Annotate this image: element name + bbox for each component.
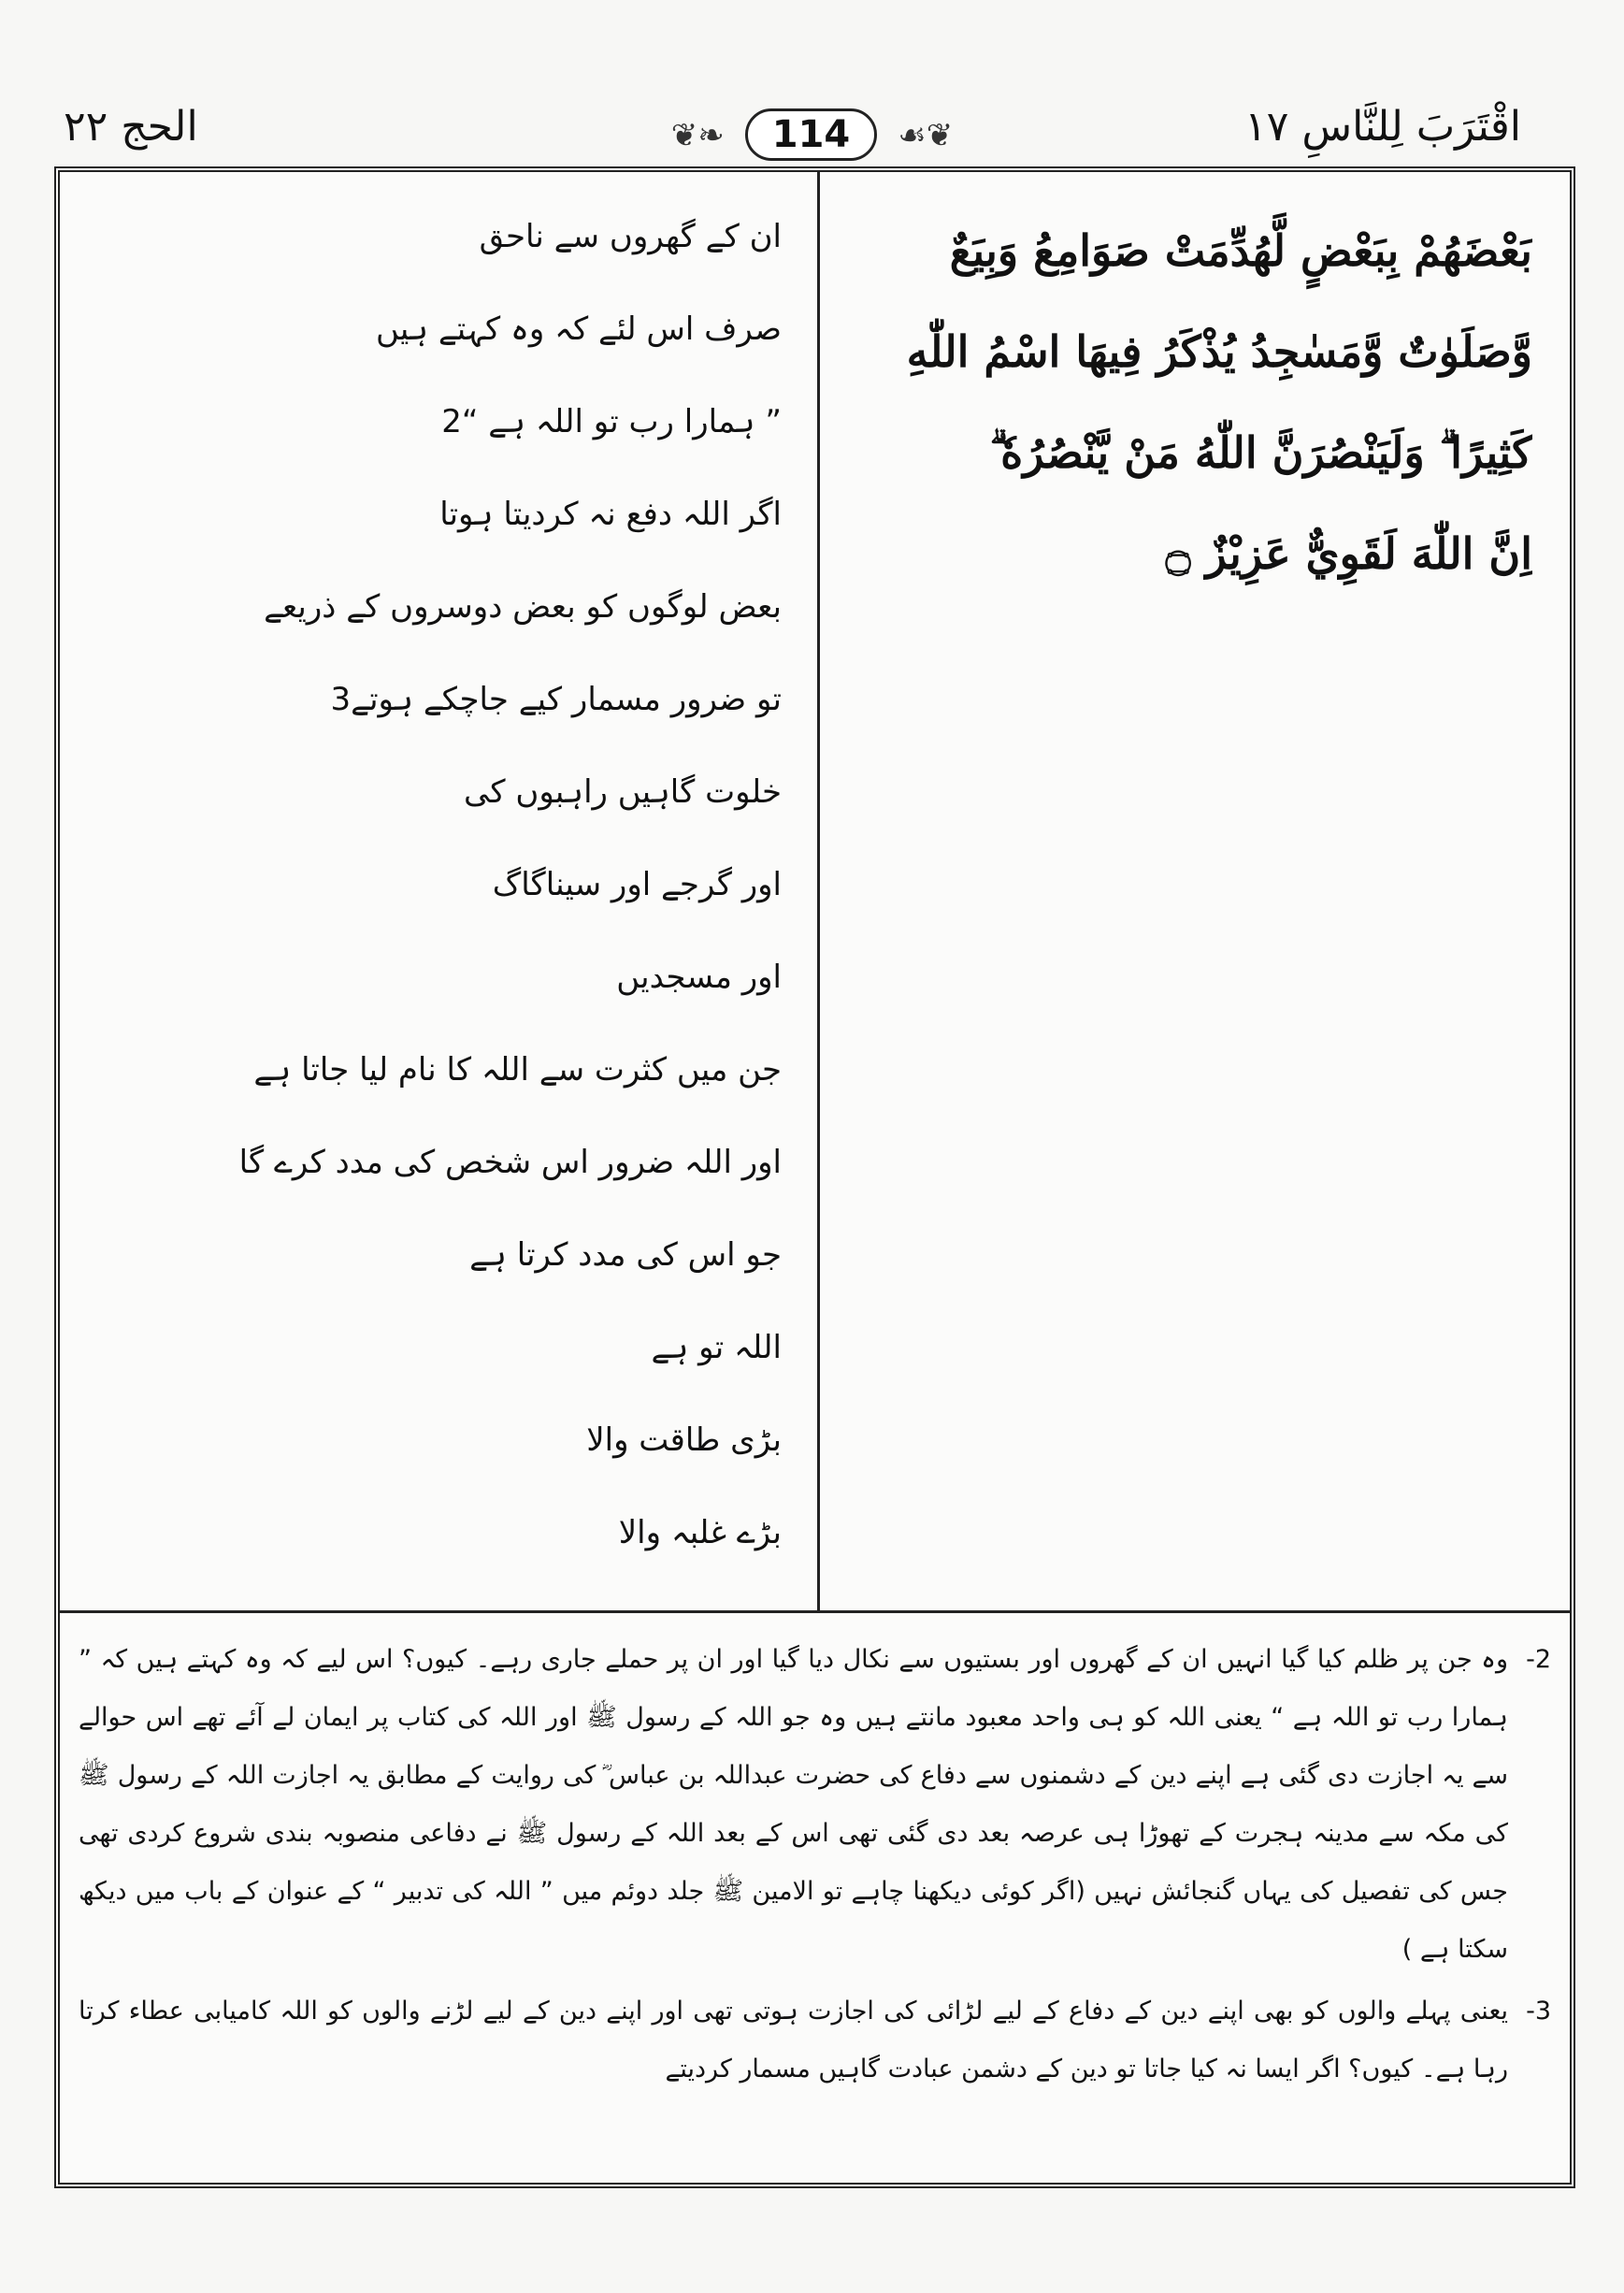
urdu-translation-column [60, 191, 817, 1579]
urdu-line: اللہ تو ہے [651, 1329, 782, 1366]
footnote-text: یعنی پہلے والوں کو بھی اپنے دین کے دفاع کے لیے لڑائی کی اجازت ہوتی تھی اور اپنے دین کے لیے لڑنے والوں کو اللہ کامیابی عطاء کرتا رہا ہے۔ کیوں؟ اگر ایسا نہ کیا جاتا تو دین کے دشمن عبادت گاہیں مسمار کردیتے [79, 1997, 1508, 2084]
footnote-number: -2 [1526, 1645, 1551, 1674]
urdu-line: خلوت گاہیں راہبوں کی [464, 773, 782, 811]
arabic-line: كَثِيرًا ۗ وَلَيَنْصُرَنَّ اللّٰهُ مَنْ يَّنْصُرُهٗ ۗ [989, 427, 1532, 478]
urdu-line: بعض لوگوں کو بعض دوسروں کے ذریعے [264, 588, 782, 626]
footnotes [79, 1631, 1551, 2102]
column-divider [817, 172, 820, 1610]
page-frame [54, 166, 1575, 2188]
urdu-line: اور اللہ ضرور اس شخص کی مدد کرے گا [238, 1144, 782, 1181]
urdu-line: ” ہمارا رب تو اللہ ہے “2 [441, 403, 782, 440]
footnote-divider [60, 1610, 1570, 1613]
urdu-line: بڑے غلبہ والا [618, 1514, 782, 1551]
urdu-line: ان کے گھروں سے ناحق [479, 218, 782, 255]
arabic-line: وَّصَلَوٰتٌ وَّمَسٰجِدُ يُذْكَرُ فِيهَا اسْمُ اللّٰهِ [906, 326, 1532, 377]
urdu-line: اگر اللہ دفع نہ کردیتا ہوتا [439, 496, 782, 533]
urdu-line: تو ضرور مسمار کیے جاچکے ہوتے3 [330, 681, 782, 718]
surah-name: الحج ٢٢ [64, 103, 198, 151]
arabic-line: اِنَّ اللّٰهَ لَقَوِيٌّ عَزِيْزٌ ۝ [1165, 528, 1532, 579]
footnote-text: وہ جن پر ظلم کیا گیا انہیں ان کے گھروں اور بستیوں سے نکال دیا گیا اور ان پر حملے جاری رہے۔ کیوں؟ اس لیے کہ وہ کہتے ہیں کہ ” ہمارا رب تو اللہ ہے “ یعنی اللہ کو ہی واحد معبود مانتے ہیں وہ جو اللہ کے رسول ﷺ اور اللہ کی کتاب پر ایمان لے آئے تھے اس حوالے سے یہ اجازت دی گئی ہے اپنے دین کے دشمنوں سے دفاع کی حضرت عبداللہ بن عباس ؓ کی روایت کے مطابق یہ اجازت اللہ کے رسول ﷺ کی مکہ سے مدینہ ہجرت کے تھوڑا ہی عرصہ بعد دی گئی تھی اس کے بعد اللہ کے رسول ﷺ نے دفاعی منصوبہ بندی شروع کردی تھی جس کی تفصیل کی یہاں گنجائش نہیں (اگر کوئی دیکھنا چاہے تو الامین ﷺ جلد دوئم میں ” اللہ کی تدبیر “ کے عنوان کے باب میں دیکھ سکتا ہے ) [79, 1645, 1508, 1964]
footnote-2 [79, 1631, 1551, 1979]
urdu-line: اور مسجدیں [616, 959, 782, 996]
arabic-verse-column [841, 200, 1532, 604]
footnote-number: -3 [1526, 1997, 1551, 2026]
urdu-line: صرف اس لئے کہ وہ کہتے ہیں [375, 310, 782, 348]
urdu-line: جن میں کثرت سے اللہ کا نام لیا جاتا ہے [253, 1051, 782, 1089]
arabic-line: بَعْضَهُمْ بِبَعْضٍ لَّهُدِّمَتْ صَوَامِعُ وَبِيَعٌ [949, 225, 1532, 276]
right-ornament-icon: ☙❦ [898, 117, 954, 154]
urdu-line: جو اس کی مدد کرتا ہے [469, 1236, 782, 1274]
urdu-line: بڑی طاقت والا [586, 1421, 782, 1459]
urdu-line: اور گرجے اور سیناگاگ [492, 866, 782, 903]
footnote-3 [79, 1983, 1551, 2098]
left-ornament-icon: ❦❧ [670, 117, 725, 154]
juz-name: اقْتَرَبَ لِلنَّاسِ ١٧ [1244, 103, 1521, 151]
page-number: 114 [745, 108, 878, 161]
